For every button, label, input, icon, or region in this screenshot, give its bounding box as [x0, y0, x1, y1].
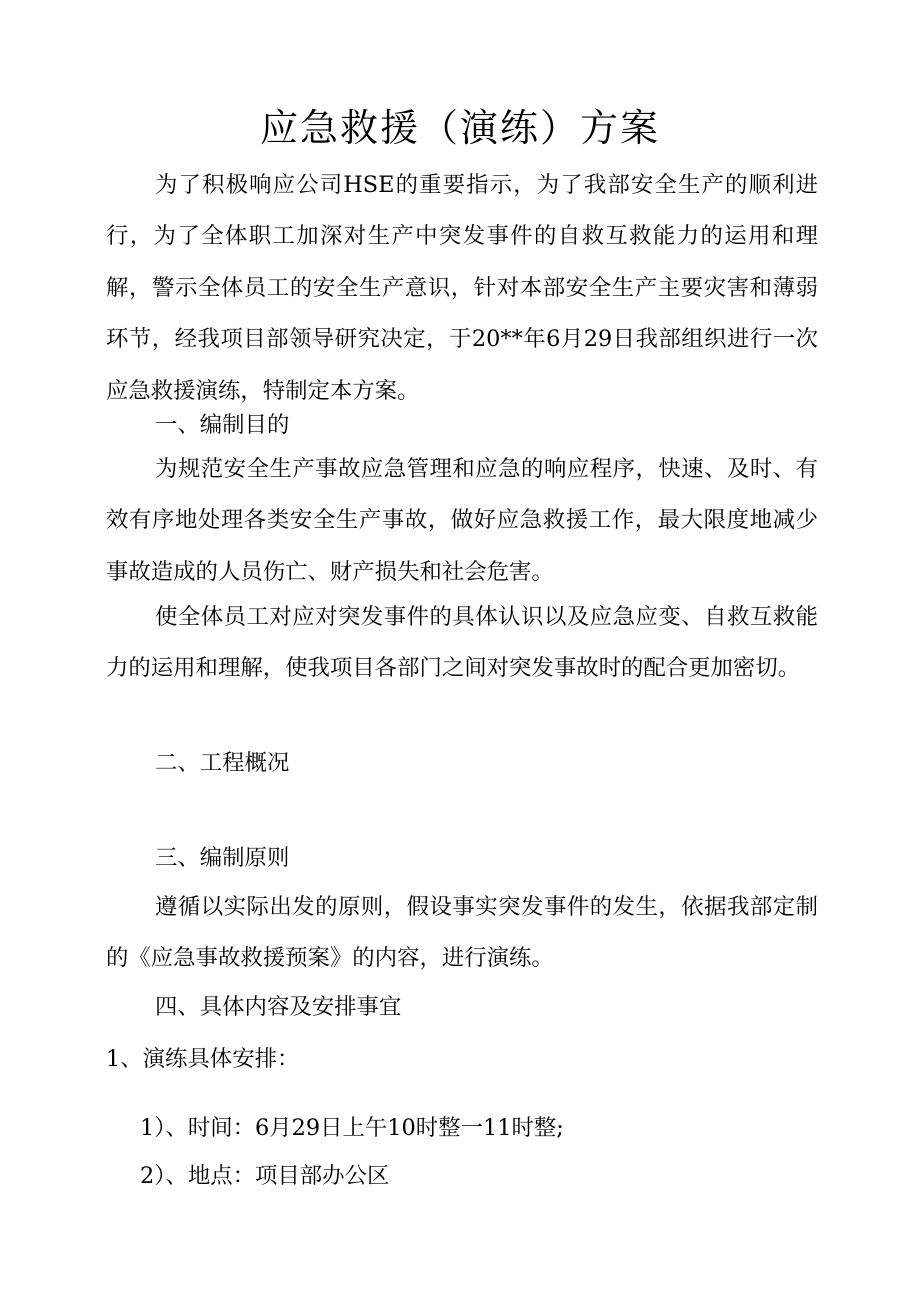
section1-heading: 一、编制目的: [155, 412, 290, 438]
intro-paragraph: 为了积极响应公司HSE的重要指示，为了我部安全生产的顺利进行，为了全体职工加深对生产中突发事件的自救互救能力的运用和理解，警示全体员工的安全生产意识，针对本部安全生产主要灾害和薄弱环节，经我项目部领导研究决定，于20**年6月29日我部组织进行一次应急救援演练，特制定本方案。: [106, 172, 818, 404]
section4-heading: 四、具体内容及安排事宜: [155, 994, 402, 1020]
section3-paragraph: 遵循以实际出发的原则，假设事实突发事件的发生，依据我部定制的《应急事故救援预案》的内容，进行演练。: [106, 894, 818, 972]
item1-sub-time: 1）、时间：6月29日上午10时整一11时整;: [140, 1115, 564, 1141]
document-title: 应急救援（演练）方案: [259, 106, 660, 150]
item1-heading: 1、演练具体安排：: [106, 1046, 300, 1072]
section3-heading: 三、编制原则: [155, 845, 290, 871]
section2-heading: 二、工程概况: [155, 750, 290, 776]
section1-paragraph-2: 使全体员工对应对突发事件的具体认识以及应急应变、自救互救能力的运用和理解，使我项目各部门之间对突发事故时的配合更加密切。: [106, 604, 818, 682]
item1-sub-location: 2）、地点：项目部办公区: [140, 1163, 390, 1189]
section1-paragraph-1: 为规范安全生产事故应急管理和应急的响应程序，快速、及时、有效有序地处理各类安全生产事故，做好应急救援工作，最大限度地减少事故造成的人员伤亡、财产损失和社会危害。: [106, 456, 818, 585]
